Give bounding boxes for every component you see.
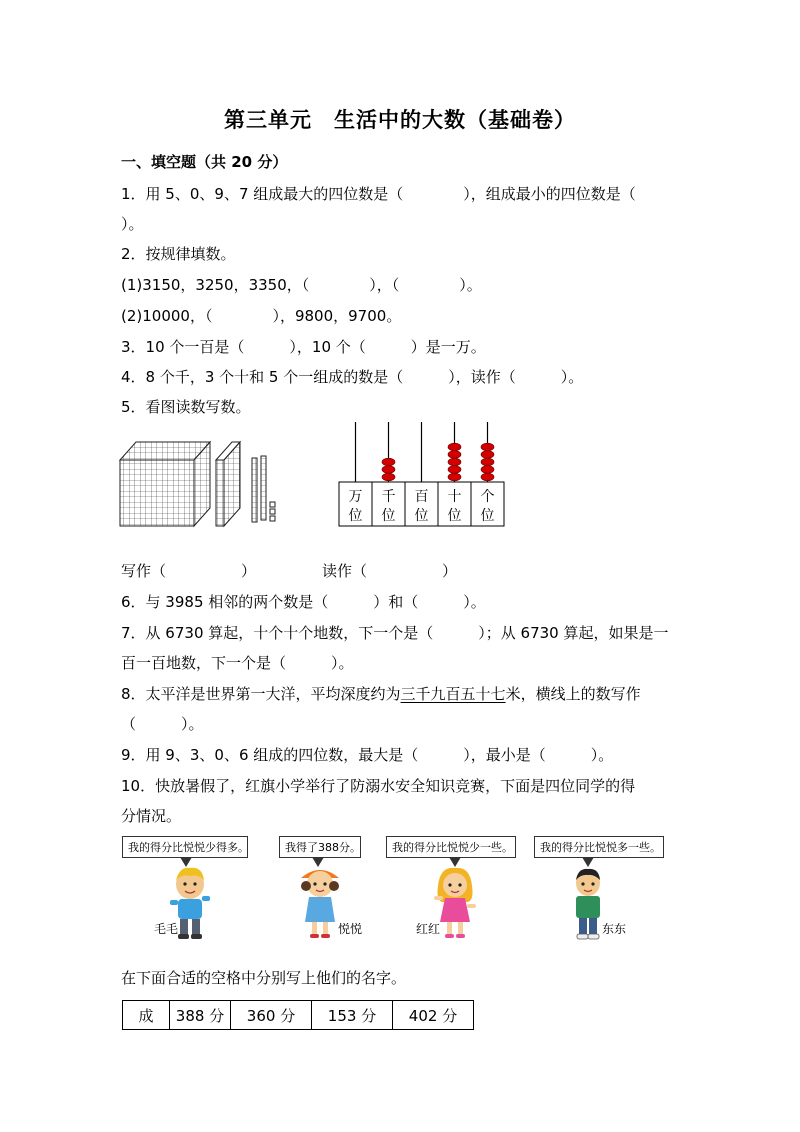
abacus [335,420,507,530]
question-9: 9．用 9、3、0、6 组成的四位数，最大是（ ），最小是（ ）。 [121,746,614,764]
abacus-place-label: 个 [480,489,495,505]
question-10-instruction: 在下面合适的空格中分别写上他们的名字。 [121,969,407,987]
abacus-place-label: 位 [381,508,396,524]
question-2-1: (1)3150，3250，3350，（ ），（ ）。 [121,276,482,294]
abacus-bead [448,466,461,474]
table-cell: 153 分 [312,1001,393,1030]
table-row [123,1001,474,1030]
child-name-honghong: 红红 [416,922,441,936]
abacus-bead [448,451,461,459]
question-10-cont: 分情况。 [121,807,182,825]
abacus-bead [448,443,461,451]
score-table [122,1000,474,1030]
abacus-place-label: 十 [447,489,462,505]
question-1-cont: ）。 [121,215,144,233]
question-8-text-end: 米，横线上的数写作 [505,685,641,703]
abacus-place-label: 千 [381,489,396,505]
abacus-bead [481,458,494,466]
question-5-read: 读作（ ） [322,562,458,580]
speech-bubble-yueyue: 我得了388分。 [279,836,361,858]
question-8-cont: （ ）。 [121,715,204,733]
table-header-cell: 成 [123,1001,170,1030]
question-7: 7．从 6730 算起，十个十个地数，下一个是（ ）；从 6730 算起，如果是一 [121,624,669,642]
question-3: 3．10 个一百是（ ），10 个（ ）是一万。 [121,338,486,356]
abacus-place-label: 万 [348,489,363,505]
question-1: 1．用 5、0、9、7 组成最大的四位数是（ ），组成最小的四位数是（ [121,185,636,203]
abacus-place-label: 百 [414,489,429,505]
child-name-maomao: 毛毛 [154,922,179,936]
question-8-text: 8．太平洋是世界第一大洋，平均深度约为 [121,685,401,703]
question-5-write: 写作（ ） [121,562,257,580]
question-10: 10．快放暑假了，红旗小学举行了防溺水安全知识竞赛，下面是四位同学的得 [121,777,636,795]
speech-bubble-honghong: 我的得分比悦悦少一些。 [386,836,516,858]
page-title: 第三单元 生活中的大数（基础卷） [224,108,576,132]
section-heading: 一、填空题（共 20 分） [121,153,288,171]
abacus-place-label: 位 [480,508,495,524]
abacus-bead [448,458,461,466]
question-8-underlined: 三千九百五十七 [400,685,506,703]
table-cell: 402 分 [393,1001,474,1030]
question-6: 6．与 3985 相邻的两个数是（ ）和（ ）。 [121,593,486,611]
abacus-bead [382,473,395,481]
question-8 [121,684,641,704]
child-name-yueyue: 悦悦 [338,922,363,936]
abacus-place-label: 位 [414,508,429,524]
question-2: 2．按规律填数。 [121,245,236,263]
question-5: 5．看图读数写数。 [121,398,251,416]
abacus-bead [448,473,461,481]
question-4: 4．8 个千，3 个十和 5 个一组成的数是（ ），读作（ ）。 [121,368,584,386]
abacus-place-label: 位 [447,508,462,524]
abacus-bead [481,473,494,481]
speech-bubble-dongdong: 我的得分比悦悦多一些。 [534,836,664,858]
base-ten-blocks-illustration [118,436,286,528]
table-cell: 388 分 [170,1001,231,1030]
child-yueyue-illustration [297,866,343,940]
abacus-bead [481,466,494,474]
table-cell: 360 分 [231,1001,312,1030]
speech-bubble-maomao: 我的得分比悦悦少得多。 [122,836,248,858]
child-name-dongdong: 东东 [602,922,627,936]
abacus-bead [481,443,494,451]
abacus-bead [481,451,494,459]
question-7-cont: 百一百地数，下一个是（ ）。 [121,654,354,672]
abacus-bead [382,458,395,466]
abacus-place-label: 位 [348,508,363,524]
abacus-bead [382,466,395,474]
question-2-2: (2)10000，（ ），9800，9700。 [121,307,402,325]
